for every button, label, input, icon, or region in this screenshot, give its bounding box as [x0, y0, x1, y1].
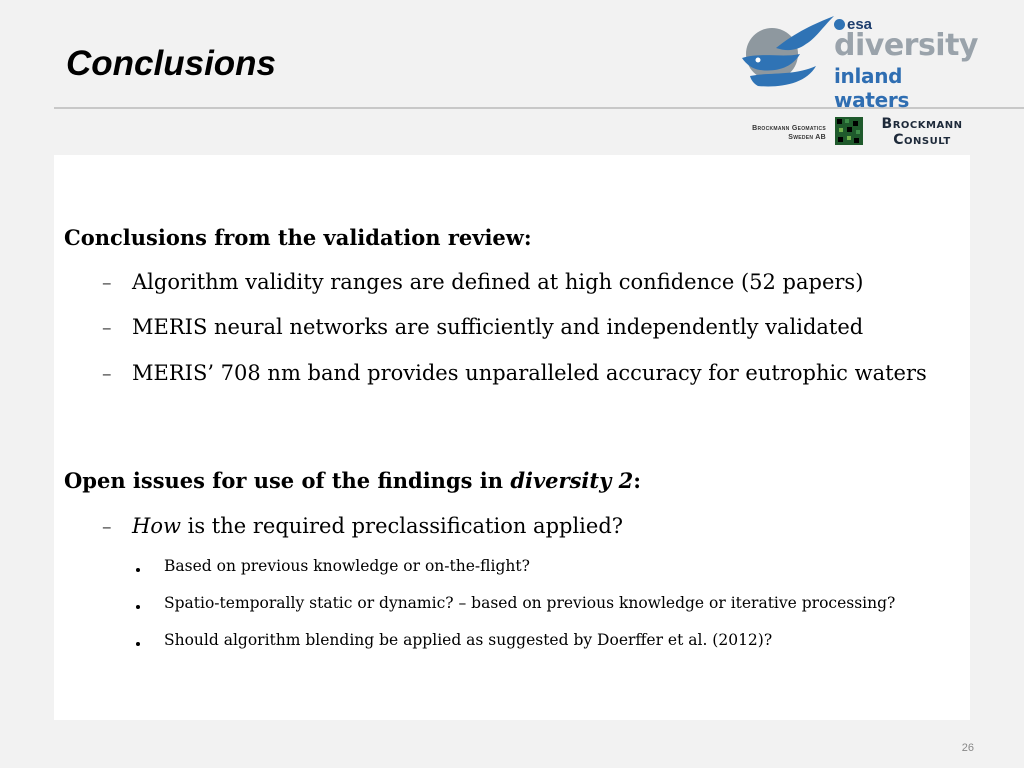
dot-bullet-icon — [136, 605, 140, 609]
dash-bullet: – — [102, 516, 112, 538]
dot-bullet-icon — [136, 568, 140, 572]
brockmann-geomatics-logo — [730, 124, 826, 142]
geomatics-line1: Brockmann Geomatics — [752, 125, 826, 132]
inland-waters-wordmark: inland waters — [834, 64, 910, 112]
section2-heading — [64, 468, 641, 493]
conclusion-item: MERIS’ 708 nm band provides unparalleled accuracy for eutrophic waters — [132, 361, 927, 385]
conclusion-item: Algorithm validity ranges are defined at high confidence (52 papers) — [132, 270, 864, 294]
pixel-pattern-icon — [835, 117, 863, 145]
dot-bullet-icon — [136, 642, 140, 646]
esa-diversity-logo — [736, 12, 978, 112]
diversity-wordmark: diversity — [834, 28, 978, 63]
dash-bullet: – — [102, 363, 112, 385]
geomatics-line2: Sweden AB — [788, 134, 826, 141]
open-issue-subitem: Spatio-temporally static or dynamic? – based on previous knowledge or iterative processing? — [164, 594, 896, 612]
section1-heading: Conclusions from the validation review: — [64, 225, 532, 250]
brockmann-consult-logo — [872, 116, 972, 148]
open-issue-item — [132, 514, 623, 538]
slide-title: Conclusions — [66, 44, 277, 83]
consult-line2: Consult — [893, 132, 951, 148]
dash-bullet: – — [102, 317, 112, 339]
open-issue-emphasis: How — [132, 514, 181, 538]
open-issue-subitem: Should algorithm blending be applied as suggested by Doerffer et al. (2012)? — [164, 631, 773, 649]
page-number: 26 — [961, 742, 974, 754]
open-issue-text: is the required preclassification applied? — [180, 514, 624, 538]
open-issue-subitem: Based on previous knowledge or on-the-flight? — [164, 557, 530, 575]
brockmann-consult-square-icon — [835, 117, 863, 145]
section2-heading-pre: Open issues for use of the findings in — [64, 468, 511, 493]
consult-line1: Brockmann — [881, 116, 963, 132]
esa-text: esa — [847, 16, 873, 33]
section2-heading-post: : — [633, 468, 641, 493]
bird-fish-emblem-icon — [736, 14, 836, 92]
section2-heading-emphasis: diversity 2 — [510, 468, 634, 493]
dash-bullet: – — [102, 272, 112, 294]
conclusion-item: MERIS neural networks are sufficiently and independently validated — [132, 315, 864, 339]
